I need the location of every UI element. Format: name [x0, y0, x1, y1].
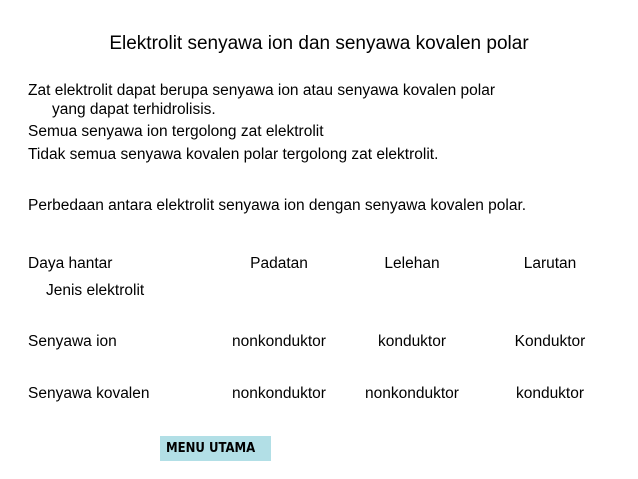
menu-utama-button[interactable]: MENU UTAMA: [160, 436, 271, 461]
paragraph-covalent-compounds: Tidak semua senyawa kovalen polar tergolong zat elektrolit.: [28, 146, 439, 163]
table-row-label: Senyawa ion: [28, 333, 117, 350]
paragraph-line: Zat elektrolit dapat berupa senyawa ion atau senyawa kovalen polar: [28, 82, 496, 99]
table-cell-larutan: Konduktor: [514, 333, 586, 350]
table-header-lelehan: Lelehan: [384, 255, 440, 272]
paragraph-line: yang dapat terhidrolisis.: [52, 101, 216, 118]
paragraph-comparison-intro: Perbedaan antara elektrolit senyawa ion dengan senyawa kovalen polar.: [28, 197, 527, 214]
table-cell-padatan: nonkonduktor: [232, 385, 326, 402]
page-title: Elektrolit senyawa ion dan senyawa kovalen polar: [109, 33, 529, 54]
paragraph-electrolyte-definition: [28, 81, 495, 119]
table-cell-larutan: konduktor: [515, 385, 585, 402]
table-header-daya-hantar: Daya hantar: [28, 255, 113, 272]
table-header-jenis-elektrolit: Jenis elektrolit: [46, 282, 145, 299]
table-header-larutan: Larutan: [523, 255, 577, 272]
paragraph-ion-compounds: Semua senyawa ion tergolong zat elektrolit: [28, 123, 324, 140]
table-cell-padatan: nonkonduktor: [232, 333, 326, 350]
table-cell-lelehan: nonkonduktor: [365, 385, 459, 402]
table-cell-lelehan: konduktor: [377, 333, 447, 350]
table-row-label: Senyawa kovalen: [28, 385, 150, 402]
table-header-padatan: Padatan: [250, 255, 308, 272]
